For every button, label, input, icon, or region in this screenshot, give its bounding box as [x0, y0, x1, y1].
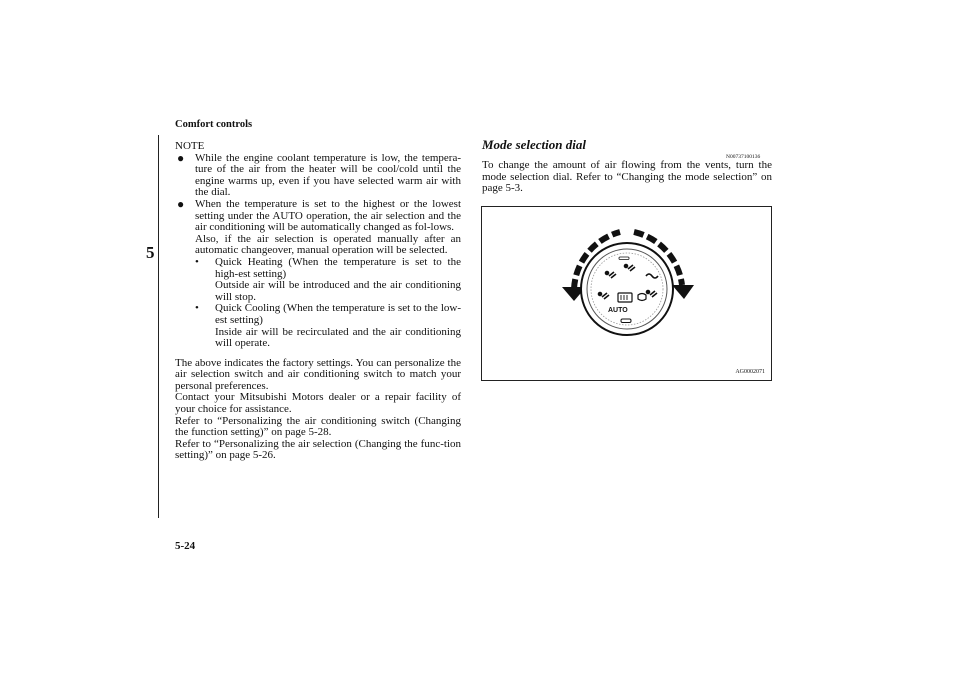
- note-bullet-1-text: While the engine coolant temperature is low, the tempera-ture of the air from the heater will be cool/cold until the engine warms up, even if you have selected warm air with the dial.: [195, 151, 461, 199]
- page-header-title: Comfort controls: [175, 119, 253, 130]
- chapter-number: 5: [146, 243, 155, 262]
- paragraph: The above indicates the factory settings. You can personalize the air selection switch and air conditioning switch to match your personal preferences.: [175, 356, 461, 392]
- section-title: Mode selection dial: [482, 137, 586, 152]
- sub-item-detail: Outside air will be introduced and the air conditioning will stop.: [215, 279, 461, 303]
- sub-item-quick-cooling: [195, 303, 461, 326]
- dial-indicator-mark: [621, 319, 631, 323]
- section-body: To change the amount of air flowing from the vents, turn the mode selection dial. Refer to “Changing the mode selection” on page 5-3.: [482, 159, 772, 195]
- sub-item-label: Quick Heating (When the temperature is set to the high-est setting): [215, 255, 461, 280]
- rotate-right-arrowhead-icon: [672, 285, 694, 299]
- note-bullet-2-text: When the temperature is set to the highest or the lowest setting under the AUTO operation, the air selection and the air conditioning will be automatically changed as fol-lows.: [195, 197, 461, 234]
- sub-item-label: Quick Cooling (When the temperature is set to the low-est setting): [215, 302, 461, 326]
- paragraph: Refer to “Personalizing the air selection (Changing the func-tion setting)” on page 5-26.: [175, 437, 461, 462]
- mode-dial-figure: [481, 206, 772, 381]
- note-bullet-1: [175, 150, 461, 199]
- sub-item-quick-heating: [195, 257, 461, 280]
- mode-dial-illustration: [482, 207, 773, 382]
- sub-bullet-icon: •: [195, 302, 199, 315]
- paragraph: Refer to “Personalizing the air conditioning switch (Changing the function setting)” on page 5-28.: [175, 414, 461, 439]
- section-code: N00737100136: [726, 154, 761, 160]
- note-bullet-2-extra: Also, if the air selection is operated manually after an automatic changeover, manual operation will be selected.: [195, 232, 461, 257]
- rear-defrost-button-icon: [618, 293, 632, 302]
- sub-bullet-icon: •: [195, 255, 199, 268]
- auto-label: AUTO: [608, 307, 628, 314]
- paragraph: Contact your Mitsubishi Motors dealer or a repair facility of your choice for assistance.: [175, 391, 461, 416]
- left-column: [175, 141, 461, 462]
- bullet-dot-icon: ●: [177, 150, 185, 165]
- figure-code: AG0002071: [735, 369, 765, 375]
- page-number: 5-24: [175, 540, 196, 552]
- dial-top-mark: [619, 257, 629, 260]
- bullet-dot-icon: ●: [177, 196, 185, 211]
- note-bullet-2: [175, 196, 461, 350]
- sub-item-detail: Inside air will be recirculated and the air conditioning will operate.: [215, 325, 461, 350]
- note-label: NOTE: [175, 140, 205, 152]
- chapter-divider: [158, 135, 159, 518]
- body-paragraphs: [175, 358, 461, 462]
